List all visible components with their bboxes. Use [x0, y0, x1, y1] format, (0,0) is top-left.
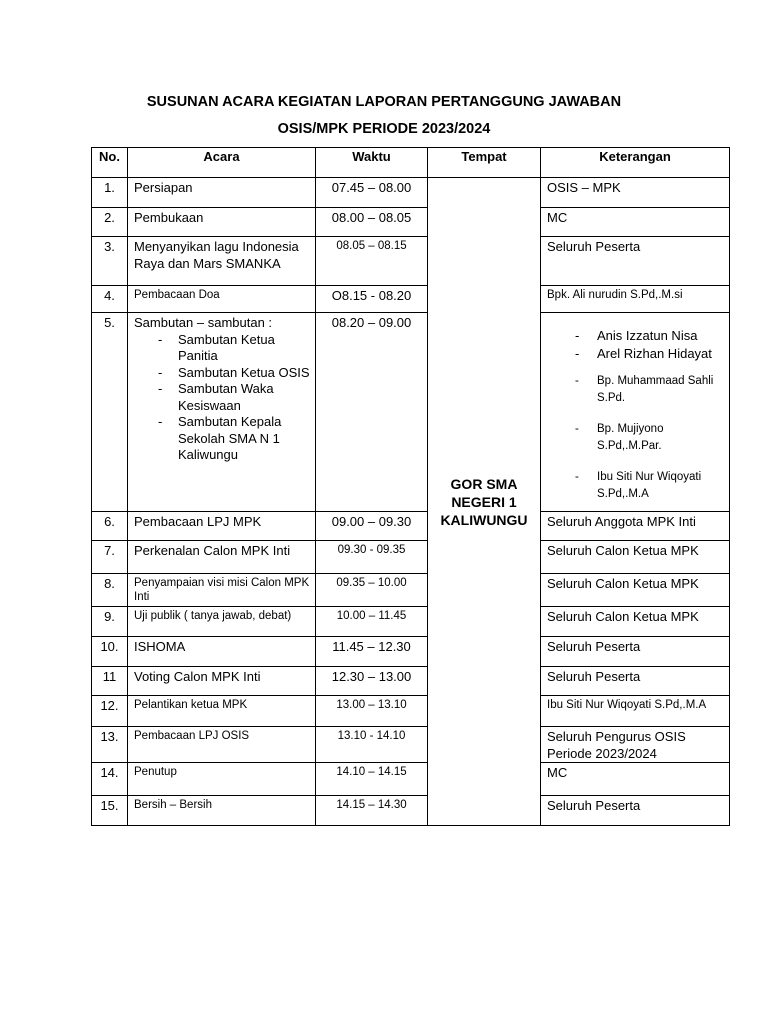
row-waktu: 11.45 – 12.30: [316, 637, 428, 667]
row-no: 8.: [92, 574, 128, 607]
list-item: - Bp. Mujiyono S.Pd,.M.Par.: [547, 421, 729, 454]
row-keterangan: Seluruh Peserta: [541, 637, 730, 667]
table-row: [92, 607, 730, 637]
table-row: [92, 667, 730, 696]
row-no: 11: [92, 667, 128, 696]
header-no: No.: [92, 148, 128, 178]
row-waktu: 09.35 – 10.00: [316, 574, 428, 607]
row-acara: Pembukaan: [128, 208, 316, 237]
row-keterangan: MC: [541, 208, 730, 237]
row-acara: Menyanyikan lagu Indonesia Raya dan Mars SMANKA: [128, 237, 316, 286]
row-acara: Penyampaian visi misi Calon MPK Inti: [128, 574, 316, 607]
list-item: - Sambutan Ketua OSIS: [134, 365, 315, 382]
table-row: [92, 637, 730, 667]
row-waktu: O8.15 - 08.20: [316, 286, 428, 313]
row-no: 14.: [92, 763, 128, 796]
row-waktu: 07.45 – 08.00: [316, 178, 428, 208]
row-acara: Pembacaan LPJ MPK: [128, 512, 316, 541]
table-row: [92, 178, 730, 208]
row-keterangan: Bpk. Ali nurudin S.Pd,.M.si: [541, 286, 730, 313]
list-item: - Sambutan Kepala Sekolah SMA N 1 Kaliwungu: [134, 414, 315, 464]
table-row: [92, 208, 730, 237]
list-item: - Sambutan Waka Kesiswaan: [134, 381, 315, 414]
row-acara: Voting Calon MPK Inti: [128, 667, 316, 696]
row-keterangan: Seluruh Calon Ketua MPK: [541, 607, 730, 637]
row-acara: Pelantikan ketua MPK: [128, 696, 316, 727]
tempat-cell: GOR SMA NEGERI 1 KALIWUNGU: [428, 178, 541, 826]
list-item: - Arel Rizhan Hidayat: [547, 345, 729, 363]
header-waktu: Waktu: [316, 148, 428, 178]
row-acara: Pembacaan LPJ OSIS: [128, 727, 316, 763]
row-acara: Perkenalan Calon MPK Inti: [128, 541, 316, 574]
header-keterangan: Keterangan: [541, 148, 730, 178]
table-row: [92, 286, 730, 313]
row-acara: Persiapan: [128, 178, 316, 208]
table-row: [92, 541, 730, 574]
row-waktu: 12.30 – 13.00: [316, 667, 428, 696]
row-acara: ISHOMA: [128, 637, 316, 667]
table-row: [92, 313, 730, 512]
row-no: 13.: [92, 727, 128, 763]
list-item: - Sambutan Ketua Panitia: [134, 332, 315, 365]
list-item: - Anis Izzatun Nisa: [547, 327, 729, 345]
row-keterangan: Seluruh Pengurus OSIS Periode 2023/2024: [541, 727, 730, 763]
row-no: 2.: [92, 208, 128, 237]
header-acara: Acara: [128, 148, 316, 178]
table-row: [92, 512, 730, 541]
row-acara: Uji publik ( tanya jawab, debat): [128, 607, 316, 637]
row-acara: Bersih – Bersih: [128, 796, 316, 826]
row-no: 1.: [92, 178, 128, 208]
sambutan-list: [134, 332, 315, 464]
row-no: 12.: [92, 696, 128, 727]
row-keterangan: Seluruh Peserta: [541, 237, 730, 286]
table-header-row: [92, 148, 730, 178]
row-no: 5.: [92, 313, 128, 512]
row-waktu: 08.00 – 08.05: [316, 208, 428, 237]
keterangan-list: [547, 315, 729, 502]
row-keterangan: Seluruh Peserta: [541, 796, 730, 826]
table-row: [92, 796, 730, 826]
row-keterangan: Seluruh Peserta: [541, 667, 730, 696]
row-no: 6.: [92, 512, 128, 541]
header-tempat: Tempat: [428, 148, 541, 178]
row-acara: Pembacaan Doa: [128, 286, 316, 313]
row-waktu: 09.30 - 09.35: [316, 541, 428, 574]
row-keterangan: Seluruh Anggota MPK Inti: [541, 512, 730, 541]
table-row: [92, 574, 730, 607]
row-keterangan: Seluruh Calon Ketua MPK: [541, 541, 730, 574]
table-row: [92, 696, 730, 727]
row-waktu: 14.10 – 14.15: [316, 763, 428, 796]
row-waktu: 14.15 – 14.30: [316, 796, 428, 826]
row-waktu: 10.00 – 11.45: [316, 607, 428, 637]
row-waktu: 08.05 – 08.15: [316, 237, 428, 286]
row-keterangan: OSIS – MPK: [541, 178, 730, 208]
row-no: 3.: [92, 237, 128, 286]
document-title-line1: SUSUNAN ACARA KEGIATAN LAPORAN PERTANGGUNG JAWABAN: [146, 94, 622, 110]
row-no: 15.: [92, 796, 128, 826]
row-no: 10.: [92, 637, 128, 667]
row-no: 4.: [92, 286, 128, 313]
table-row: [92, 763, 730, 796]
row-acara-cell: [128, 313, 316, 512]
row-acara: Penutup: [128, 763, 316, 796]
table-row: [92, 727, 730, 763]
row-waktu: 08.20 – 09.00: [316, 313, 428, 512]
row-no: 7.: [92, 541, 128, 574]
row-no: 9.: [92, 607, 128, 637]
row-keterangan: MC: [541, 763, 730, 796]
row-waktu: 13.10 - 14.10: [316, 727, 428, 763]
schedule-table: [91, 147, 730, 826]
list-item: - Ibu Siti Nur Wiqoyati S.Pd,.M.A: [547, 469, 729, 502]
list-item: - Bp. Muhammaad Sahli S.Pd.: [547, 373, 729, 406]
row-waktu: 09.00 – 09.30: [316, 512, 428, 541]
row-acara: Sambutan – sambutan :: [134, 315, 273, 330]
row-keterangan: Ibu Siti Nur Wiqoyati S.Pd,.M.A: [541, 696, 730, 727]
document-title-line2: OSIS/MPK PERIODE 2023/2024: [277, 121, 491, 137]
row-keterangan: Seluruh Calon Ketua MPK: [541, 574, 730, 607]
row-keterangan-cell: [541, 313, 730, 512]
table-row: [92, 237, 730, 286]
row-waktu: 13.00 – 13.10: [316, 696, 428, 727]
